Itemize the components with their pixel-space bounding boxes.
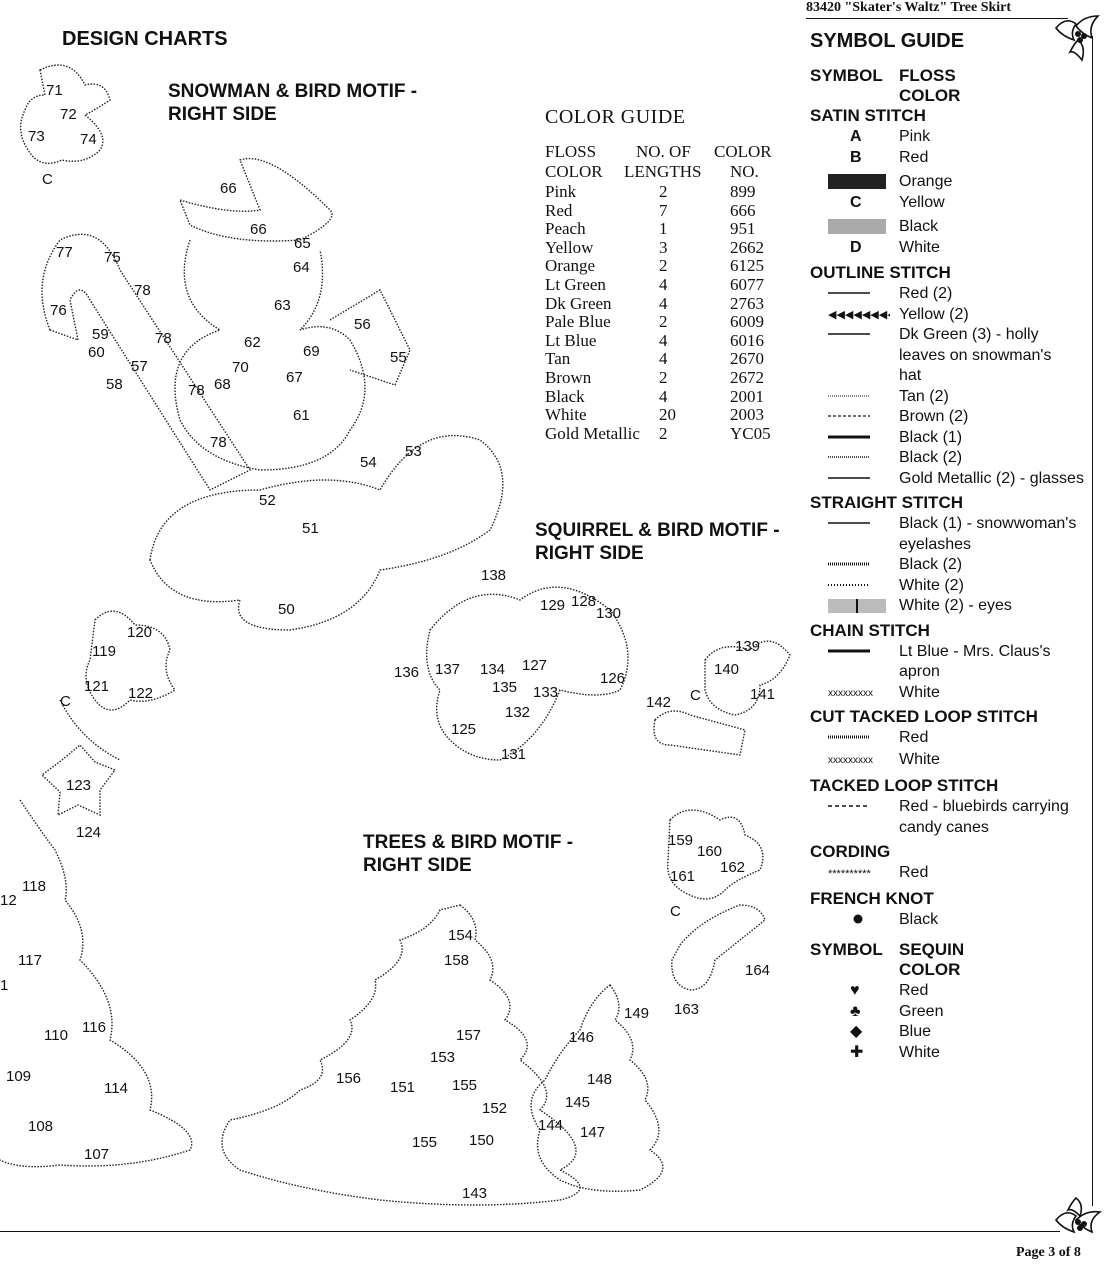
club-sequin-icon: ♣	[850, 1002, 861, 1020]
chart-number: 137	[435, 661, 461, 678]
chart-number: 118	[22, 878, 46, 895]
header-rule	[806, 18, 1068, 19]
thick-symbol	[810, 644, 870, 662]
stitch-label: Pink	[899, 128, 931, 145]
stitch-label: Dk Green (3) - holly	[899, 326, 1039, 343]
stitch-section-heading: OUTLINE STITCH	[810, 263, 951, 282]
chart-number: 66	[250, 221, 267, 238]
floss-color-cell: Tan	[545, 349, 571, 369]
lengths-cell: 4	[659, 330, 668, 350]
chart-number: 114	[104, 1080, 128, 1097]
chart-number: 122	[128, 685, 154, 702]
lengths-cell: 4	[659, 349, 668, 369]
chart-number: 154	[448, 927, 474, 944]
chart-number: 138	[481, 567, 507, 584]
chart-number: 130	[596, 605, 622, 622]
chart-number: 146	[569, 1029, 595, 1046]
stitch-label: Black (1)	[899, 428, 963, 446]
stitch-section-heading: FRENCH KNOT	[810, 889, 934, 908]
dot-symbol	[810, 450, 870, 468]
chart-number: 134	[480, 661, 506, 678]
stitch-label: Red	[899, 864, 929, 881]
stitch-label: Black (1) - snowwoman's	[899, 515, 1077, 532]
chart-number: 133	[533, 684, 559, 701]
satin-letter-symbol: D	[850, 239, 862, 256]
color-guide-header-lengths: LENGTHS	[624, 162, 702, 181]
chainx-symbol	[810, 685, 873, 703]
cross-sequin-icon: ✚	[850, 1043, 864, 1061]
floss-color-cell: Pink	[545, 182, 577, 201]
chart-number: 78	[210, 434, 227, 451]
color-number-cell: 666	[730, 200, 756, 220]
orange-symbol	[810, 174, 870, 192]
color-number-cell: 6016	[730, 330, 764, 350]
stitch-label: Gold Metallic (2) - glasses	[899, 469, 1084, 487]
snowman-motif-title-line2: RIGHT SIDE	[168, 104, 277, 125]
chart-number: 120	[127, 624, 153, 641]
chart-number: 157	[456, 1027, 482, 1044]
stitch-label: Red (2)	[899, 285, 953, 302]
lengths-cell: 2	[659, 312, 668, 332]
stitch-label: White	[899, 239, 940, 256]
sequin-symbol-header: SYMBOL	[810, 940, 883, 959]
chart-number: 155	[452, 1077, 478, 1094]
chart-number: 143	[462, 1185, 488, 1202]
chart-number: 163	[674, 1001, 700, 1018]
chart-number: 153	[430, 1049, 456, 1066]
floss-color-cell: Peach	[545, 219, 586, 239]
stitch-label: hat	[899, 367, 922, 384]
stitch-label: Yellow (2)	[899, 305, 969, 323]
chart-number: 56	[354, 316, 371, 333]
chart-number: 139	[735, 638, 761, 655]
floss-color-cell: Pale Blue	[545, 312, 611, 332]
floss-col-header: FLOSS	[899, 66, 956, 85]
satin-letter-symbol: A	[850, 128, 862, 145]
color-number-cell: 6077	[730, 275, 764, 294]
chart-number: 124	[76, 824, 102, 841]
stitch-label: Red	[899, 729, 929, 746]
color-guide-title: COLOR GUIDE	[545, 106, 686, 128]
trees-motif-title-line1: TREES & BIRD MOTIF -	[363, 832, 574, 853]
color-guide-header-color: COLOR	[714, 142, 772, 161]
floss-color-cell: Orange	[545, 256, 596, 276]
floss-color-cell: Red	[545, 200, 573, 220]
stitch-label: Tan (2)	[899, 387, 949, 405]
trees-motif-title-line2: RIGHT SIDE	[363, 855, 472, 876]
stitch-label: Red	[899, 149, 929, 166]
heart-sequin-icon: ♥	[850, 982, 860, 999]
stitch-label: Brown (2)	[899, 408, 969, 425]
floss-color-cell: White	[545, 405, 587, 425]
lengths-cell: 20	[659, 405, 676, 425]
stitch-label: leaves on snowman's	[899, 346, 1052, 364]
chart-number: 63	[274, 297, 291, 314]
chart-number: 12	[0, 892, 17, 909]
stitch-label: Orange	[899, 173, 953, 190]
chart-number: 78	[155, 330, 172, 347]
chart-number: 64	[293, 259, 310, 276]
floss-color-cell: Dk Green	[545, 293, 612, 313]
solid-symbol	[810, 327, 870, 345]
page-number: Page 3 of 8	[1016, 1245, 1081, 1260]
color-number-cell: 2672	[730, 368, 764, 387]
lengths-cell: 2	[659, 423, 668, 443]
knot-symbol	[810, 912, 870, 930]
chart-number: 108	[28, 1118, 54, 1135]
sequin-header: SEQUIN	[899, 940, 965, 959]
dash-symbol	[810, 799, 870, 817]
chart-number: 126	[600, 670, 626, 687]
chart-number: 62	[244, 334, 261, 351]
chart-number: 128	[571, 593, 597, 610]
page-border-right	[1092, 36, 1093, 1206]
color-guide-header-floss: FLOSS	[545, 142, 597, 161]
chart-number: 131	[501, 746, 527, 763]
color-number-cell: 951	[730, 219, 756, 239]
chart-number: 57	[131, 358, 148, 375]
stitch-section-heading: SATIN STITCH	[810, 106, 926, 125]
chart-number: 66	[220, 180, 237, 197]
chart-number: 145	[565, 1094, 591, 1111]
color-col-header: COLOR	[899, 86, 961, 105]
chart-number: 140	[714, 661, 740, 678]
stitch-section-heading: CHAIN STITCH	[810, 620, 930, 640]
chart-number: 75	[104, 249, 121, 266]
stitch-label: Black	[899, 218, 939, 235]
color-number-cell: 2003	[730, 405, 764, 425]
stitch-label: White	[899, 1043, 940, 1061]
stitch-section-heading: CORDING	[810, 842, 891, 861]
chart-number: 71	[46, 82, 63, 99]
chart-number: 73	[28, 128, 45, 145]
chart-number: 161	[670, 868, 696, 885]
chart-number: 136	[394, 664, 420, 681]
stitch-label: White (2) - eyes	[899, 597, 1012, 614]
chart-number: 107	[84, 1146, 110, 1163]
floss-color-cell: Yellow	[545, 237, 594, 257]
chart-number: 117	[18, 952, 42, 969]
lengths-cell: 4	[659, 275, 668, 294]
chart-number: 54	[360, 454, 377, 471]
chart-number: 129	[540, 597, 566, 614]
color-number-cell: 899	[730, 182, 756, 201]
stitch-label: candy canes	[899, 818, 989, 836]
stitch-section-heading: STRAIGHT STITCH	[810, 493, 963, 512]
snowman-motif-title-line1: SNOWMAN & BIRD MOTIF -	[168, 81, 418, 102]
stitch-label: Red	[899, 982, 929, 999]
solid-symbol	[810, 286, 870, 304]
chart-number: 150	[469, 1132, 495, 1149]
svg-text:**********: **********	[828, 868, 871, 879]
chart-number: 141	[750, 686, 776, 703]
floss-color-cell: Lt Green	[545, 275, 606, 294]
chart-number: 160	[697, 843, 723, 860]
fuzz-symbol	[810, 730, 870, 748]
stitch-label: Yellow	[899, 194, 945, 211]
chart-number: 69	[303, 343, 320, 360]
chart-number: 78	[134, 282, 151, 299]
chart-number: 127	[522, 657, 548, 674]
chart-number: 158	[444, 952, 470, 969]
chart-number: 116	[82, 1019, 106, 1036]
color-number-cell: 2763	[730, 293, 764, 313]
floss-color-cell: Brown	[545, 368, 592, 387]
solid-symbol	[810, 471, 870, 489]
chart-number: 155	[412, 1134, 438, 1151]
chart-number: 162	[720, 859, 746, 876]
chart-number: 164	[745, 962, 771, 979]
chart-number: 125	[451, 721, 477, 738]
color-guide-header-noof: NO. OF	[636, 142, 691, 161]
chart-number: 58	[106, 376, 123, 393]
chart-number: 74	[80, 131, 97, 148]
stitch-label: Blue	[899, 1023, 932, 1040]
chart-number: C	[670, 903, 681, 920]
chart-number: 1	[0, 977, 9, 994]
chart-number: 70	[232, 359, 249, 376]
brown-symbol	[810, 409, 870, 427]
diamond-sequin-icon: ◆	[850, 1023, 863, 1040]
chart-number: 156	[336, 1070, 362, 1087]
floss-color-cell: Gold Metallic	[545, 423, 640, 443]
stitch-section-heading: CUT TACKED LOOP STITCH	[810, 707, 1038, 726]
chart-number: 52	[259, 492, 276, 509]
white-symbol	[810, 578, 870, 596]
chart-number: 123	[66, 777, 92, 794]
black-symbol	[810, 219, 870, 237]
chart-number: 152	[482, 1100, 508, 1117]
chart-number: 60	[88, 344, 105, 361]
chart-number: 53	[405, 443, 422, 460]
chart-number: 135	[492, 679, 518, 696]
chart-number: 144	[538, 1117, 564, 1134]
color-number-cell: 2670	[730, 349, 764, 369]
chart-number: 151	[390, 1079, 416, 1096]
chart-number: C	[690, 687, 701, 704]
chart-number: 67	[286, 369, 303, 386]
chainx-symbol	[810, 752, 873, 770]
satin-letter-symbol: C	[850, 194, 862, 211]
svg-text:xxxxxxxxx: xxxxxxxxx	[828, 755, 873, 766]
chart-number: 61	[293, 407, 310, 424]
section-title: DESIGN CHARTS	[62, 28, 228, 50]
lengths-cell: 1	[659, 219, 668, 239]
chart-number: C	[42, 171, 53, 188]
chart-number: 110	[44, 1027, 68, 1044]
svg-text:◀◀◀◀◀◀◀◀: ◀◀◀◀◀◀◀◀	[828, 308, 890, 321]
star-symbol	[810, 865, 870, 883]
floss-color-cell: Black	[545, 386, 585, 406]
lengths-cell: 4	[659, 386, 668, 406]
solid-symbol	[810, 516, 870, 534]
chart-number: 72	[60, 106, 77, 123]
fuzz-symbol	[810, 557, 870, 575]
svg-text:xxxxxxxxx: xxxxxxxxx	[828, 687, 873, 699]
sequin-color-header: COLOR	[899, 960, 961, 979]
chart-number: 59	[92, 326, 109, 343]
eye-symbol	[810, 598, 870, 616]
chart-number: 142	[646, 694, 672, 711]
symbol-guide	[810, 30, 1092, 1150]
stitch-label: eyelashes	[899, 535, 972, 553]
thick-symbol	[810, 430, 870, 448]
floss-color-cell: Lt Blue	[545, 330, 597, 350]
arrows-symbol	[810, 307, 890, 325]
chart-number: 119	[92, 643, 116, 660]
chart-number: C	[60, 693, 71, 710]
stitch-label: White	[899, 751, 940, 768]
chart-number: 50	[278, 601, 295, 618]
symbol-guide-title: SYMBOL GUIDE	[810, 30, 965, 52]
stitch-label: Lt Blue - Mrs. Claus's	[899, 642, 1051, 660]
tan-symbol	[810, 389, 870, 407]
chart-number: 148	[587, 1071, 613, 1088]
chart-number: 65	[294, 235, 311, 252]
chart-number: 51	[302, 520, 319, 537]
chart-number: 132	[505, 704, 531, 721]
stitch-label: Black (2)	[899, 556, 963, 573]
chart-number: 78	[188, 382, 205, 399]
stitch-label: apron	[899, 663, 940, 680]
chart-number: 109	[6, 1068, 32, 1085]
color-number-cell: 2001	[730, 386, 764, 406]
stitch-label: Black (2)	[899, 449, 963, 466]
stitch-label: White (2)	[899, 576, 964, 594]
chart-number: 77	[56, 244, 73, 261]
lengths-cell: 3	[659, 237, 668, 257]
stitch-label: Red - bluebirds carrying	[899, 798, 1069, 815]
stitch-label: Black	[899, 911, 939, 928]
stitch-label: Green	[899, 1002, 944, 1020]
color-guide-header-color2: COLOR	[545, 162, 603, 181]
squirrel-motif-title-line1: SQUIRREL & BIRD MOTIF -	[535, 520, 780, 541]
lengths-cell: 7	[659, 200, 668, 220]
chart-number: 159	[668, 832, 694, 849]
chart-number: 68	[214, 376, 231, 393]
chart-number: 147	[580, 1124, 606, 1141]
symbol-col-header: SYMBOL	[810, 66, 883, 85]
color-guide-header-no: NO.	[730, 162, 759, 181]
holly-icon-bottom	[1048, 1190, 1106, 1246]
chart-number: 76	[50, 302, 67, 319]
chart-number: 149	[624, 1005, 650, 1022]
color-number-cell: 6125	[730, 256, 764, 276]
stitch-section-heading: TACKED LOOP STITCH	[810, 776, 999, 795]
lengths-cell: 2	[659, 182, 668, 201]
chart-number: 121	[84, 678, 110, 695]
lengths-cell: 2	[659, 256, 668, 276]
chart-number: 55	[390, 349, 407, 366]
lengths-cell: 4	[659, 293, 668, 313]
stitch-label: White	[899, 683, 940, 701]
footer-rule	[0, 1231, 1060, 1232]
document-header: 83420 "Skater's Waltz" Tree Skirt	[806, 0, 1012, 15]
color-number-cell: 6009	[730, 312, 764, 332]
satin-letter-symbol: B	[850, 149, 862, 166]
squirrel-motif-title-line2: RIGHT SIDE	[535, 543, 644, 564]
chart-number-labels	[0, 82, 775, 1202]
lengths-cell: 2	[659, 368, 668, 387]
color-number-cell: 2662	[730, 237, 764, 257]
color-number-cell: YC05	[730, 423, 771, 443]
